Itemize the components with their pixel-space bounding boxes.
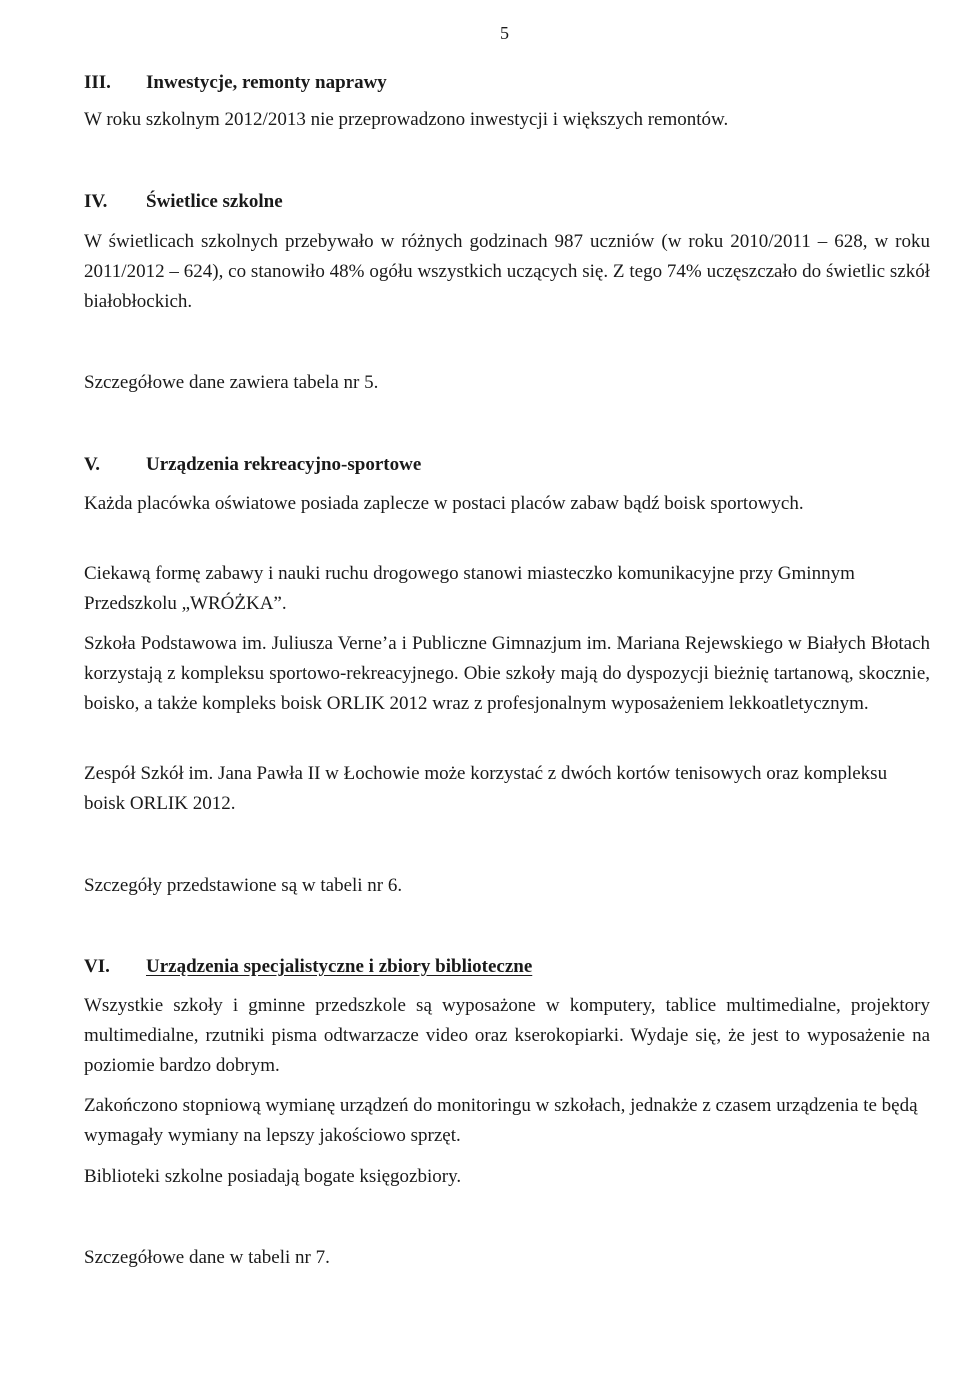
paragraph: Szczegółowe dane zawiera tabela nr 5. <box>84 372 379 393</box>
section-number: VI. <box>84 956 110 977</box>
paragraph: Ciekawą formę zabawy i nauki ruchu drogowego stanowi miasteczko komunikacyjne przy Gminnym Przedszkolu „WRÓŻKA”. <box>84 563 855 614</box>
section-v-p3 <box>84 629 930 719</box>
paragraph: Każda placówka oświatowe posiada zaplecze w postaci placów zabaw bądź boisk sportowych. <box>84 493 804 514</box>
paragraph: Zakończono stopniową wymianę urządzeń do monitoringu w szkołach, jednakże z czasem urządzenia te będą wymagały wymiany na lepszy jakościowo sprzęt. <box>84 1095 918 1146</box>
section-vi-note <box>84 1243 930 1273</box>
section-title: Urządzenia rekreacyjno-sportowe <box>146 454 422 475</box>
section-v-p1 <box>84 489 930 519</box>
section-vi-p2 <box>84 1091 930 1151</box>
section-iv-note <box>84 368 930 398</box>
page-number: 5 <box>500 23 509 43</box>
section-iii-body <box>84 105 930 135</box>
section-vi-p3 <box>84 1162 930 1192</box>
section-number: III. <box>84 72 111 93</box>
section-title: Urządzenia specjalistyczne i zbiory biblioteczne <box>146 956 533 977</box>
paragraph: W roku szkolnym 2012/2013 nie przeprowadzono inwestycji i większych remontów. <box>84 109 729 130</box>
section-v-heading <box>84 450 421 480</box>
section-v-p4 <box>84 759 930 819</box>
paragraph: W świetlicach szkolnych przebywało w różnych godzinach 987 uczniów (w roku 2010/2011 – 628, w roku 2011/2012 – 624), co stanowiło 48% ogółu wszystkich uczących się. Z tego 74% uczęszczało do świetlic szkół białobłockich. <box>84 231 930 312</box>
section-iv-heading <box>84 187 283 217</box>
paragraph: Biblioteki szkolne posiadają bogate księgozbiory. <box>84 1166 462 1187</box>
section-vi-p1 <box>84 991 930 1081</box>
paragraph: Szczegóły przedstawione są w tabeli nr 6. <box>84 875 403 896</box>
paragraph: Wszystkie szkoły i gminne przedszkole są wyposażone w komputery, tablice multimedialne, projektory multimedialne, rzutniki pisma odtwarzacze video oraz kserokopiarki. Wydaje się, że jest to wyposażenie na poziomie bardzo dobrym. <box>84 995 930 1076</box>
section-title: Świetlice szkolne <box>146 191 283 212</box>
section-v-p2 <box>84 559 930 619</box>
section-number: V. <box>84 454 101 475</box>
paragraph: Szczegółowe dane w tabeli nr 7. <box>84 1247 330 1268</box>
paragraph: Szkoła Podstawowa im. Juliusza Verne’a i Publiczne Gimnazjum im. Mariana Rejewskiego w Białych Błotach korzystają z kompleksu sportowo-rekreacyjnego. Obie szkoły mają do dyspozycji bieżnię tartanową, skocznie, boisko, a także kompleks boisk ORLIK 2012 wraz z profesjonalnym wyposażeniem lekkoatletycznym. <box>84 633 930 714</box>
section-vi-heading <box>84 952 532 982</box>
section-title: Inwestycje, remonty naprawy <box>146 72 387 93</box>
section-v-note <box>84 871 930 901</box>
paragraph: Zespół Szkół im. Jana Pawła II w Łochowie może korzystać z dwóch kortów tenisowych oraz kompleksu boisk ORLIK 2012. <box>84 763 888 814</box>
section-iii-heading <box>84 68 387 98</box>
section-iv-body <box>84 227 930 317</box>
section-number: IV. <box>84 191 108 212</box>
